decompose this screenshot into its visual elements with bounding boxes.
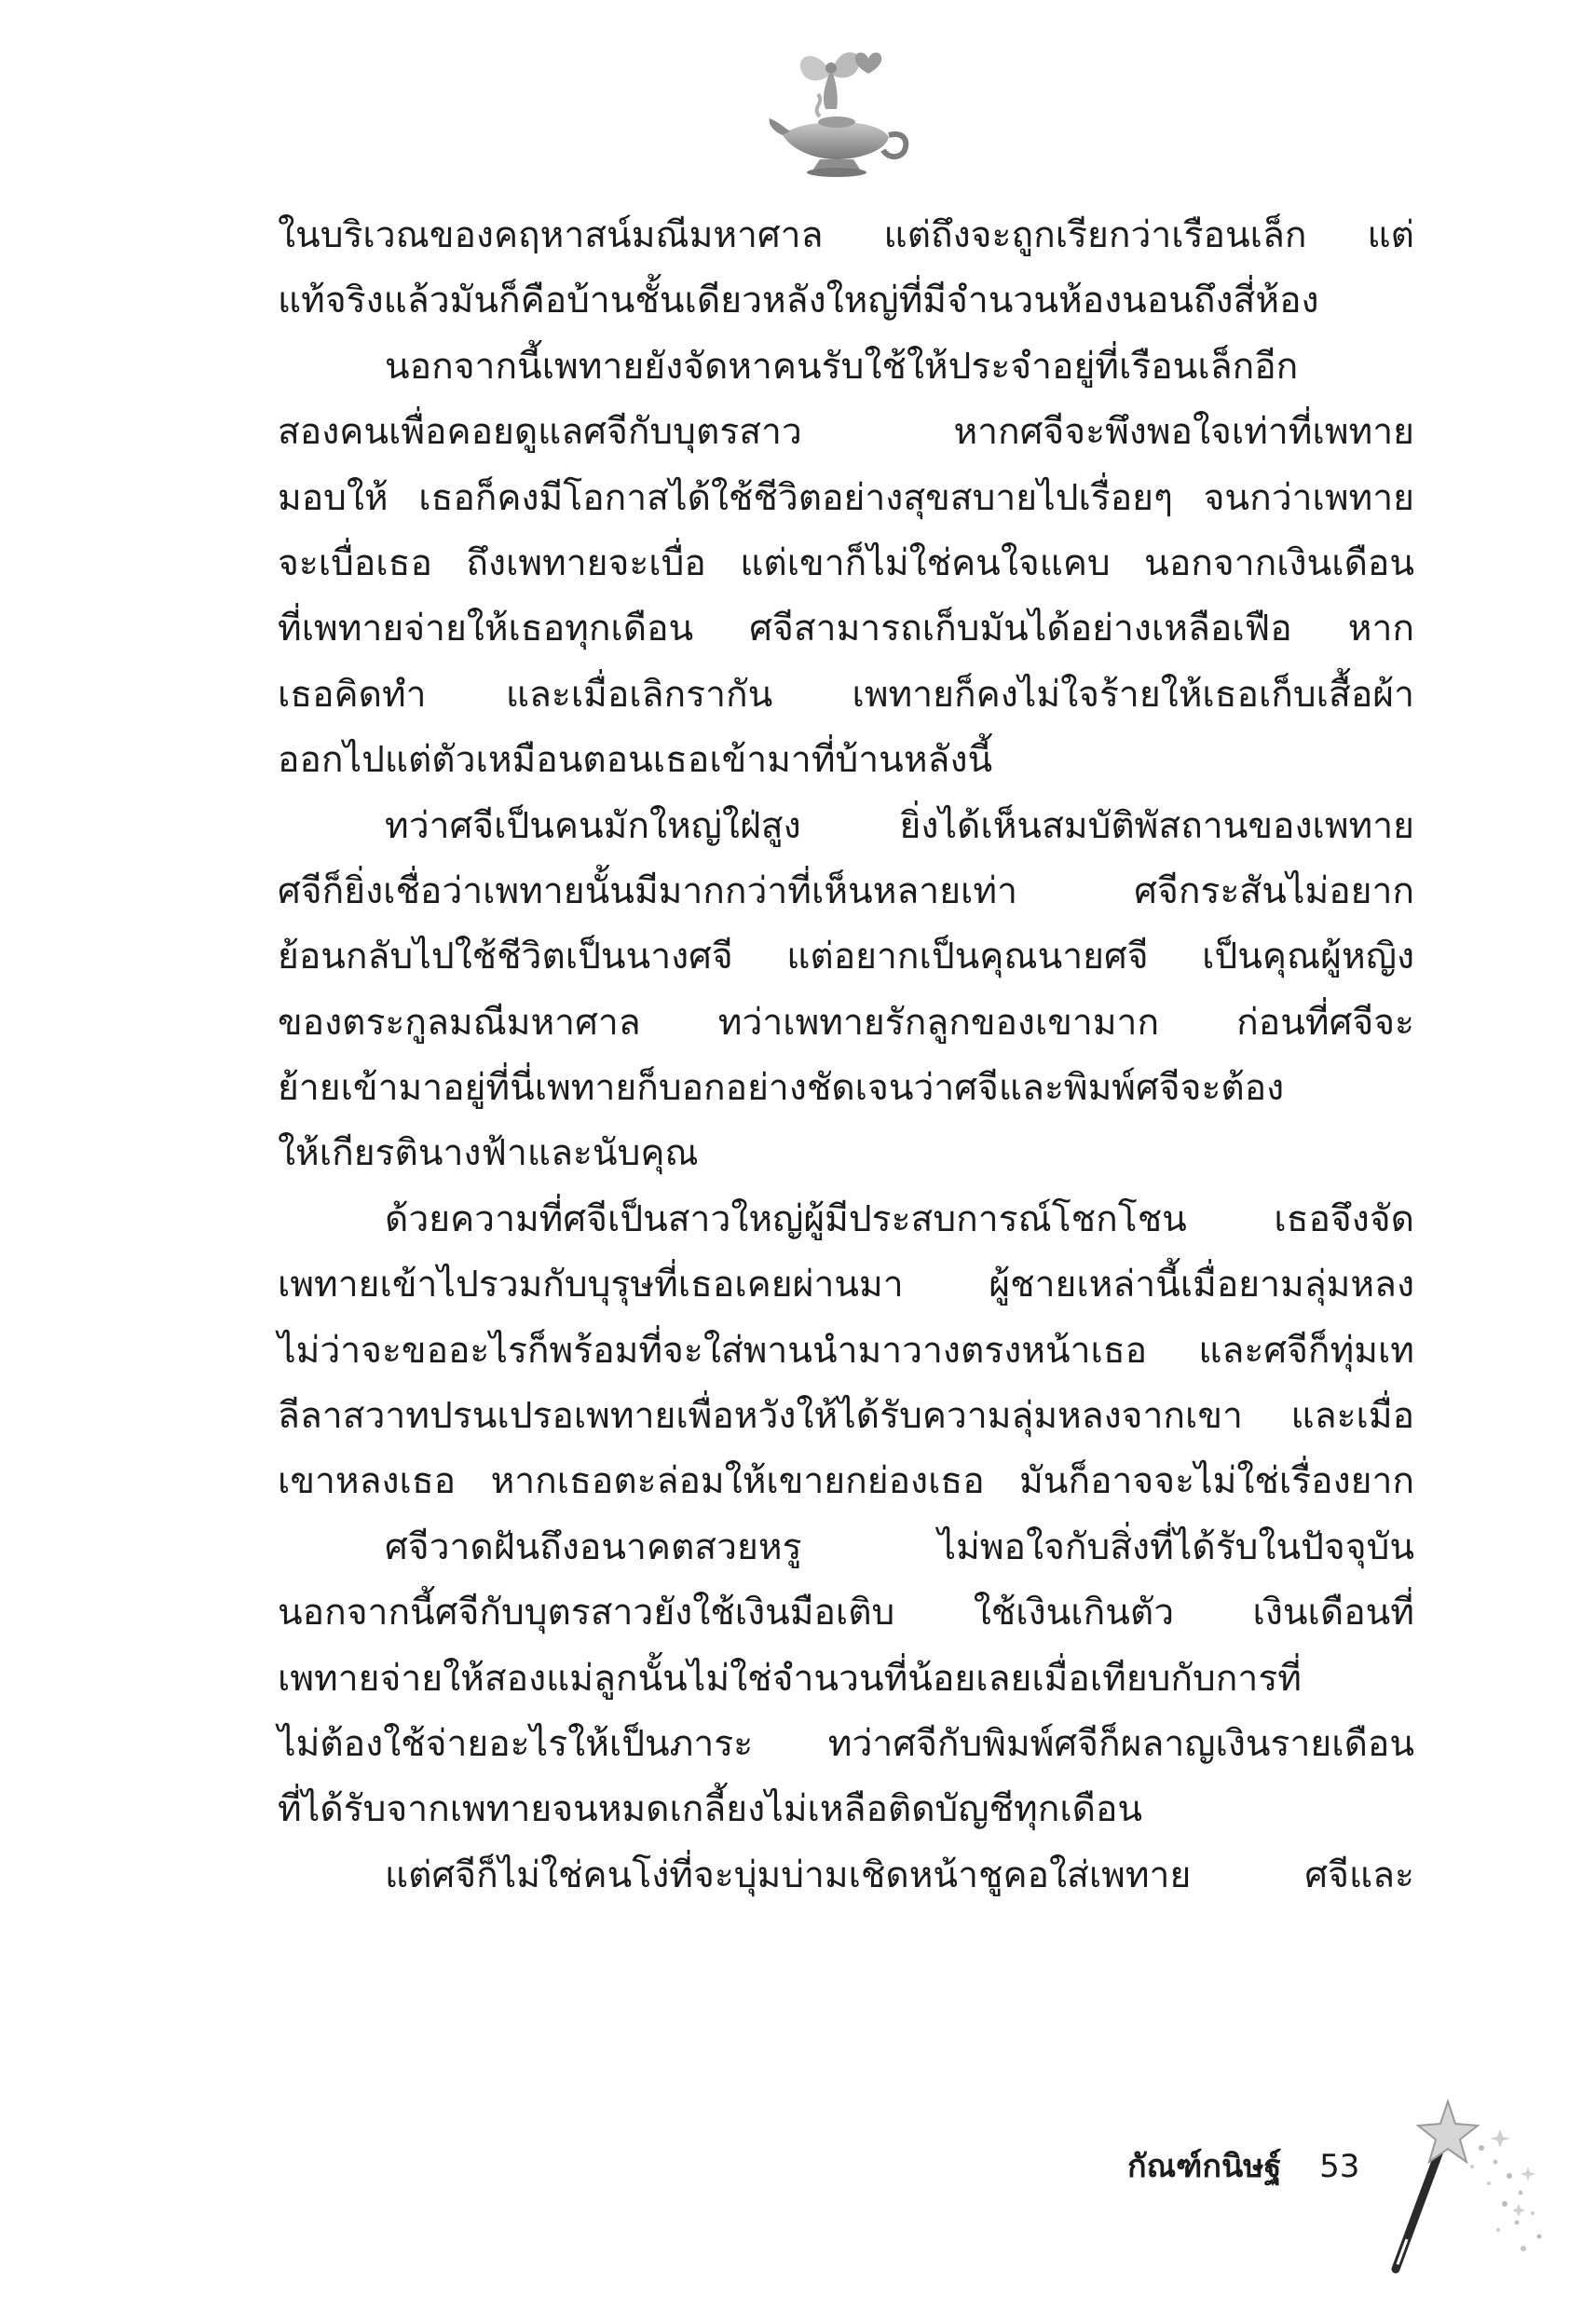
body-line: เธอคิดทำ และเมื่อเลิกรากัน เพทายก็คงไม่ใจร้ายให้เธอเก็บเสื้อผ้า <box>278 673 1414 716</box>
body-line: ของตระกูลมณีมหาศาล ทว่าเพทายรักลูกของเขามาก ก่อนที่ศจีจะ <box>278 1001 1414 1044</box>
body-line: ลีลาสวาทปรนเปรอเพทายเพื่อหวังให้ได้รับความลุ่มหลงจากเขา และเมื่อ <box>278 1395 1414 1438</box>
body-line: ศจีวาดฝันถึงอนาคตสวยหรู ไม่พอใจกับสิ่งที่ได้รับในปัจจุบัน <box>385 1525 1414 1568</box>
chapter-body-text <box>278 203 1414 1908</box>
page-footer <box>1127 2139 1359 2195</box>
body-line: ศจีก็ยิ่งเชื่อว่าเพทายนั้นมีมากกว่าที่เห็นหลายเท่า ศจีกระสันไม่อยาก <box>278 869 1414 912</box>
body-line: เขาหลงเธอ หากเธอตะล่อมให้เขายกย่องเธอ มันก็อาจจะไม่ใช่เรื่องยาก <box>278 1460 1414 1503</box>
body-line: ออกไปแต่ตัวเหมือนตอนเธอเข้ามาที่บ้านหลังนี้ <box>278 739 993 782</box>
page-number: 53 <box>1319 2148 1360 2185</box>
body-line: ย้ายเข้ามาอยู่ที่นี่เพทายก็บอกอย่างชัดเจนว่าศจีและพิมพ์ศจีจะต้อง <box>278 1067 1285 1110</box>
body-line: มอบให้ เธอก็คงมีโอกาสได้ใช้ชีวิตอย่างสุขสบายไปเรื่อยๆ จนกว่าเพทาย <box>278 476 1414 519</box>
body-line: ไม่ต้องใช้จ่ายอะไรให้เป็นภาระ ทว่าศจีกับพิมพ์ศจีก็ผลาญเงินรายเดือน <box>278 1722 1414 1765</box>
body-line: สองคนเพื่อคอยดูแลศจีกับบุตรสาว หากศจีจะพึงพอใจเท่าที่เพทาย <box>278 411 1414 454</box>
body-line: เพทายเข้าไปรวมกับบุรุษที่เธอเคยผ่านมา ผู้ชายเหล่านี้เมื่อยามลุ่มหลง <box>278 1264 1414 1306</box>
body-line: ไม่ว่าจะขออะไรก็พร้อมที่จะใส่พานนำมาวางตรงหน้าเธอ และศจีก็ทุ่มเท <box>278 1329 1414 1372</box>
genie-lamp-with-fairy-icon <box>764 42 913 182</box>
body-line: แท้จริงแล้วมันก็คือบ้านชั้นเดียวหลังใหญ่ที่มีจำนวนห้องนอนถึงสี่ห้อง <box>278 280 1319 322</box>
body-line: ย้อนกลับไปใช้ชีวิตเป็นนางศจี แต่อยากเป็นคุณนายศจี เป็นคุณผู้หญิง <box>278 936 1414 978</box>
body-line: ให้เกียรตินางฟ้าและนับคุณ <box>278 1132 699 1175</box>
body-line: นอกจากนี้ศจีกับบุตรสาวยังใช้เงินมือเติบ ใช้เงินเกินตัว เงินเดือนที่ <box>278 1592 1414 1634</box>
body-line: เพทายจ่ายให้สองแม่ลูกนั้นไม่ใช่จำนวนที่น้อยเลยเมื่อเทียบกับการที่ <box>278 1657 1302 1700</box>
book-title: กัณฑ์กนิษฐ์ <box>1127 2148 1282 2185</box>
body-line: แต่ศจีก็ไม่ใช่คนโง่ที่จะบุ่มบ่ามเชิดหน้าชูคอใส่เพทาย ศจีและ <box>385 1853 1414 1896</box>
body-line: ที่ได้รับจากเพทายจนหมดเกลี้ยงไม่เหลือติดบัญชีทุกเดือน <box>278 1788 1143 1831</box>
body-line: ด้วยความที่ศจีเป็นสาวใหญ่ผู้มีประสบการณ์โชกโชน เธอจึงจัด <box>385 1197 1414 1240</box>
body-line: ทว่าศจีเป็นคนมักใหญ่ใฝ่สูง ยิ่งได้เห็นสมบัติพัสถานของเพทาย <box>385 804 1414 847</box>
magic-wand-sparkle-icon <box>1370 2073 1556 2278</box>
body-line: ที่เพทายจ่ายให้เธอทุกเดือน ศจีสามารถเก็บมันได้อย่างเหลือเฟือ หาก <box>278 608 1414 650</box>
body-line: ในบริเวณของคฤหาสน์มณีมหาศาล แต่ถึงจะถูกเรียกว่าเรือนเล็ก แต่ <box>278 214 1414 256</box>
body-line: จะเบื่อเธอ ถึงเพทายจะเบื่อ แต่เขาก็ไม่ใช่คนใจแคบ นอกจากเงินเดือน <box>278 541 1414 584</box>
body-line: นอกจากนี้เพทายยังจัดหาคนรับใช้ให้ประจำอยู่ที่เรือนเล็กอีก <box>385 345 1299 388</box>
